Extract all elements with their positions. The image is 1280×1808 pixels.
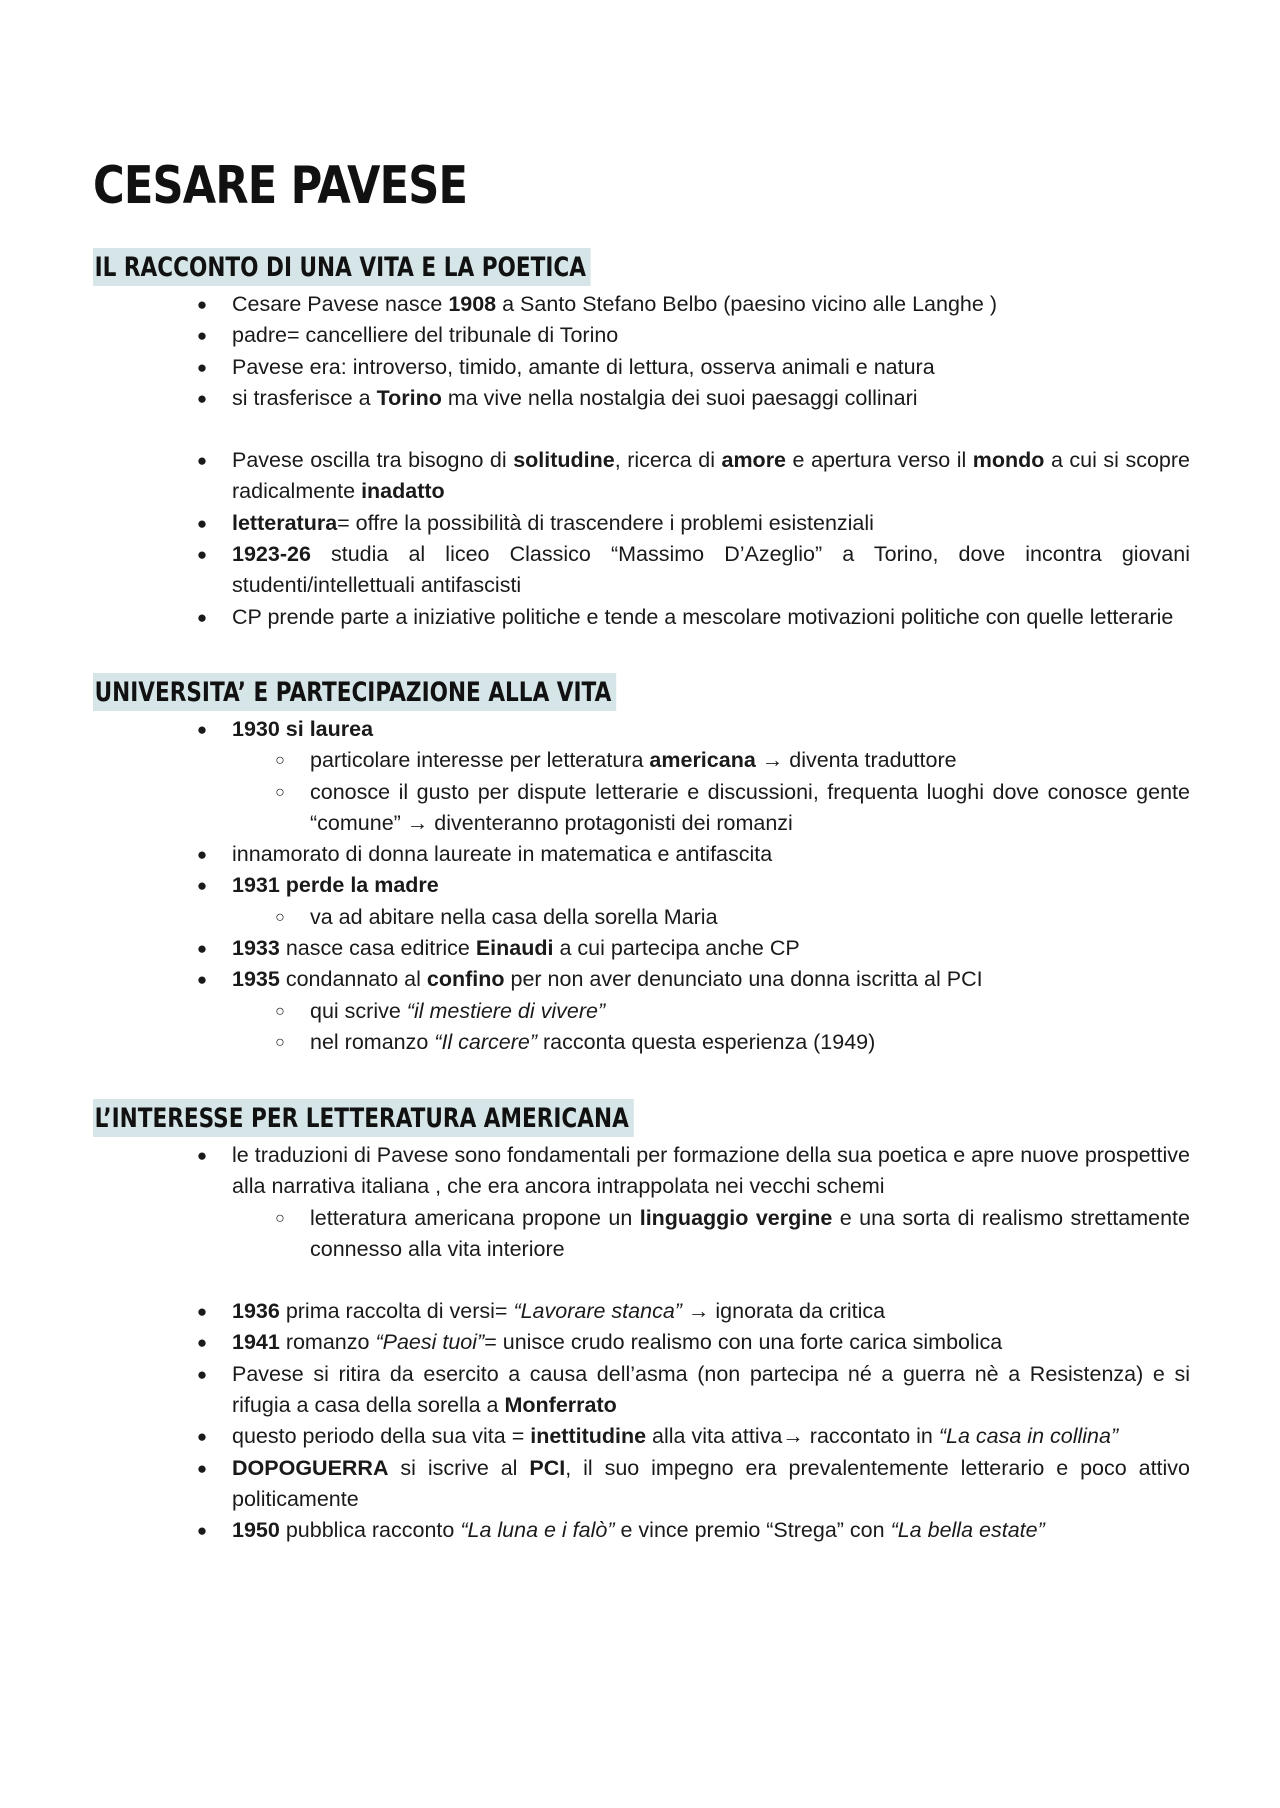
list-item-text [310, 1203, 1190, 1266]
hollow-bullet-icon: ○ [275, 783, 285, 801]
list-item-text [310, 902, 1190, 933]
list-spacer [0, 414, 1280, 445]
filled-bullet-icon: ● [196, 1146, 208, 1165]
list-item-text [232, 445, 1190, 508]
text-run: letteratura americana propone un [310, 1205, 640, 1230]
filled-bullet-icon: ● [196, 295, 208, 314]
hollow-bullet-icon: ○ [275, 752, 285, 770]
filled-bullet-icon: ● [196, 1521, 208, 1541]
hollow-bullet-icon: ○ [275, 908, 285, 926]
text-run: → diventa traduttore [755, 748, 957, 773]
list-item [0, 1359, 1280, 1422]
list-item [0, 1453, 1280, 1516]
bold-text: letteratura [232, 510, 338, 535]
text-run: va ad abitare nella casa della sorella Maria [310, 904, 718, 929]
bold-text: Einaudi [475, 936, 554, 961]
sub-list-item [0, 1027, 1280, 1058]
text-run: CP prende parte a iniziative politiche e tende a mescolare motivazioni politiche con quelle letterarie [232, 604, 1174, 629]
filled-bullet-icon: ● [196, 545, 208, 565]
list-item [0, 933, 1280, 964]
text-run: per non aver denunciato una donna iscritta al PCI [504, 967, 983, 992]
list-item-text [232, 714, 1190, 745]
bold-text: amore [721, 448, 787, 473]
italic-title: “Paesi tuoi” [375, 1330, 485, 1355]
list-item [0, 320, 1280, 351]
list-item [0, 870, 1280, 901]
list-item-text [310, 745, 1190, 776]
bold-text: PCI [529, 1455, 566, 1480]
bold-text: inadatto [361, 479, 445, 504]
text-run: e apertura verso il [786, 448, 973, 473]
list-item [0, 964, 1280, 995]
text-run: Cesare Pavese nasce [232, 292, 449, 316]
text-run: particolare interesse per letteratura [310, 748, 650, 773]
text-run: le traduzioni di Pavese sono fondamentali per formazione della sua poetica e apre nuove prospettive alla narrativa italiana , che era ancora intrappolata nei vecchi schemi [232, 1143, 1190, 1199]
text-run: ma vive nella nostalgia dei suoi paesaggi collinari [441, 385, 918, 410]
filled-bullet-icon: ● [196, 876, 208, 896]
filled-bullet-icon: ● [196, 1427, 208, 1447]
text-run: romanzo [279, 1330, 376, 1355]
list-item [0, 1515, 1280, 1546]
italic-title: “Il carcere” [434, 1029, 538, 1054]
list-item-text [310, 996, 1190, 1027]
list-item-text [232, 289, 1190, 320]
text-run: Pavese oscilla tra bisogno di [232, 448, 514, 473]
section-heading-vita-poetica: IL RACCONTO DI UNA VITA E LA POETICA [93, 248, 591, 286]
text-run: racconta questa esperienza (1949) [537, 1029, 876, 1054]
sub-list-item [0, 996, 1280, 1027]
list-item-text [232, 1140, 1190, 1203]
bold-text: linguaggio vergine [639, 1205, 833, 1230]
bold-text: americana [649, 748, 756, 773]
filled-bullet-icon: ● [196, 1302, 208, 1322]
list-item-text [232, 1421, 1190, 1452]
filled-bullet-icon: ● [196, 451, 208, 471]
section-list-letteratura-americana [0, 1140, 1280, 1547]
section-heading-universita: UNIVERSITA’ E PARTECIPAZIONE ALLA VITA [93, 673, 616, 711]
list-item-text [232, 320, 1190, 351]
list-item [0, 1140, 1280, 1203]
list-item [0, 383, 1280, 414]
text-run: innamorato di donna laureate in matematica e antifascita [232, 842, 773, 867]
sub-list-item [0, 745, 1280, 776]
list-item-text [232, 352, 1190, 383]
bold-text: DOPOGUERRA [232, 1455, 389, 1480]
list-item-text [310, 777, 1190, 840]
italic-title: “Lavorare stanca” [513, 1299, 682, 1324]
text-run: e vince premio “Strega” con [614, 1518, 891, 1543]
bold-text: 1950 [232, 1518, 280, 1543]
bold-text: confino [426, 967, 505, 992]
list-item [0, 1421, 1280, 1452]
filled-bullet-icon: ● [196, 326, 208, 346]
list-item-text [232, 933, 1190, 964]
section-list-vita-poetica [0, 289, 1280, 633]
bold-text: 1930 si laurea [232, 717, 374, 741]
text-run: pubblica racconto [279, 1518, 461, 1543]
text-run: questo periodo della sua vita = [232, 1424, 531, 1449]
text-run: condannato al [279, 967, 427, 992]
italic-title: “La casa in collina” [938, 1424, 1119, 1449]
list-spacer [0, 1265, 1280, 1296]
list-item [0, 839, 1280, 870]
list-item [0, 289, 1280, 320]
text-run: alla vita attiva→ raccontato in [646, 1424, 939, 1449]
filled-bullet-icon: ● [196, 1458, 208, 1478]
list-item [0, 602, 1280, 633]
bold-text: mondo [972, 448, 1045, 473]
list-item [0, 1327, 1280, 1358]
text-run: qui scrive [310, 998, 407, 1023]
list-item-text [232, 1515, 1190, 1546]
bold-text: 1941 [232, 1330, 280, 1355]
bold-text: 1923-26 [232, 542, 311, 567]
text-run: e una sorta di realismo strettamente connesso alla vita interiore [310, 1205, 1190, 1261]
filled-bullet-icon: ● [196, 1333, 208, 1353]
italic-title: “il mestiere di vivere” [406, 998, 606, 1023]
filled-bullet-icon: ● [196, 607, 208, 627]
text-run: Pavese era: introverso, timido, amante di lettura, osserva animali e natura [232, 354, 935, 379]
filled-bullet-icon: ● [196, 970, 208, 990]
text-run: , ricerca di [614, 448, 722, 473]
bold-text: solitudine [513, 448, 615, 473]
italic-title: “La luna e i falò” [460, 1518, 615, 1543]
text-run: prima raccolta di versi= [279, 1299, 514, 1324]
list-item [0, 508, 1280, 539]
filled-bullet-icon: ● [196, 388, 208, 408]
text-run: nasce casa editrice [279, 936, 476, 961]
bold-text: inettitudine [530, 1424, 647, 1449]
bold-text: 1931 perde la madre [232, 873, 439, 898]
section-heading-letteratura-americana: L’INTERESSE PER LETTERATURA AMERICANA [93, 1099, 634, 1137]
hollow-bullet-icon: ○ [275, 1209, 285, 1227]
filled-bullet-icon: ● [196, 939, 208, 959]
text-run: padre= cancelliere del tribunale di Torino [232, 323, 619, 348]
list-item [0, 352, 1280, 383]
bold-text: 1935 [232, 967, 280, 992]
bold-text: 1908 [448, 292, 497, 316]
sub-list-item [0, 902, 1280, 933]
list-item [0, 539, 1280, 602]
bold-text: 1936 [232, 1299, 280, 1324]
section-list-universita [0, 714, 1280, 1058]
text-run: Pavese si ritira da esercito a causa dell’asma (non partecipa né a guerra nè a Resistenza) e si rifugia a casa della sorella a [232, 1361, 1190, 1418]
list-item [0, 445, 1280, 508]
list-item-text [232, 839, 1190, 870]
text-run: a cui si scopre radicalmente [232, 448, 1190, 504]
text-run: si trasferisce a [232, 385, 377, 410]
list-item-text [232, 1359, 1190, 1422]
list-item-text [232, 1327, 1190, 1358]
italic-title: “La bella estate” [890, 1518, 1045, 1543]
hollow-bullet-icon: ○ [275, 1033, 285, 1051]
list-item-text [310, 1027, 1190, 1058]
text-run: studia al liceo Classico “Massimo D’Azeglio” a Torino, dove incontra giovani studenti/intellettuali antifascisti [232, 542, 1190, 598]
filled-bullet-icon: ● [196, 845, 208, 865]
list-item-text [232, 539, 1190, 602]
text-run: → ignorata da critica [681, 1299, 886, 1324]
text-run: = unisce crudo realismo con una forte carica simbolica [484, 1330, 1003, 1355]
text-run: = offre la possibilità di trascendere i problemi esistenziali [337, 510, 874, 535]
sub-list-item [0, 1203, 1280, 1266]
text-run: nel romanzo [310, 1029, 435, 1054]
text-run: conosce il gusto per dispute letterarie e discussioni, frequenta luoghi dove conosce gente “comune” → diventeranno protagonisti dei romanzi [310, 779, 1190, 835]
list-item [0, 1296, 1280, 1327]
filled-bullet-icon: ● [196, 357, 208, 377]
filled-bullet-icon: ● [196, 513, 208, 533]
filled-bullet-icon: ● [196, 1364, 208, 1384]
text-run: , il suo impegno era prevalentemente letterario e poco attivo politicamente [232, 1455, 1190, 1511]
list-item-text [232, 383, 1190, 414]
bold-text: 1933 [232, 936, 280, 961]
text-run: a Santo Stefano Belbo (paesino vicino alle Langhe ) [496, 292, 997, 316]
page-title: CESARE PAVESE [93, 156, 468, 216]
list-item [0, 714, 1280, 745]
list-item-text [232, 508, 1190, 539]
list-item-text [232, 1453, 1190, 1516]
bold-text: Torino [376, 385, 442, 410]
filled-bullet-icon: ● [196, 720, 208, 739]
text-run: si iscrive al [388, 1455, 530, 1480]
text-run: a cui partecipa anche CP [553, 936, 800, 961]
list-item-text [232, 870, 1190, 901]
hollow-bullet-icon: ○ [275, 1002, 285, 1020]
list-item-text [232, 602, 1190, 633]
list-item-text [232, 1296, 1190, 1327]
sub-list-item [0, 777, 1280, 840]
bold-text: Monferrato [504, 1393, 617, 1418]
list-item-text [232, 964, 1190, 995]
